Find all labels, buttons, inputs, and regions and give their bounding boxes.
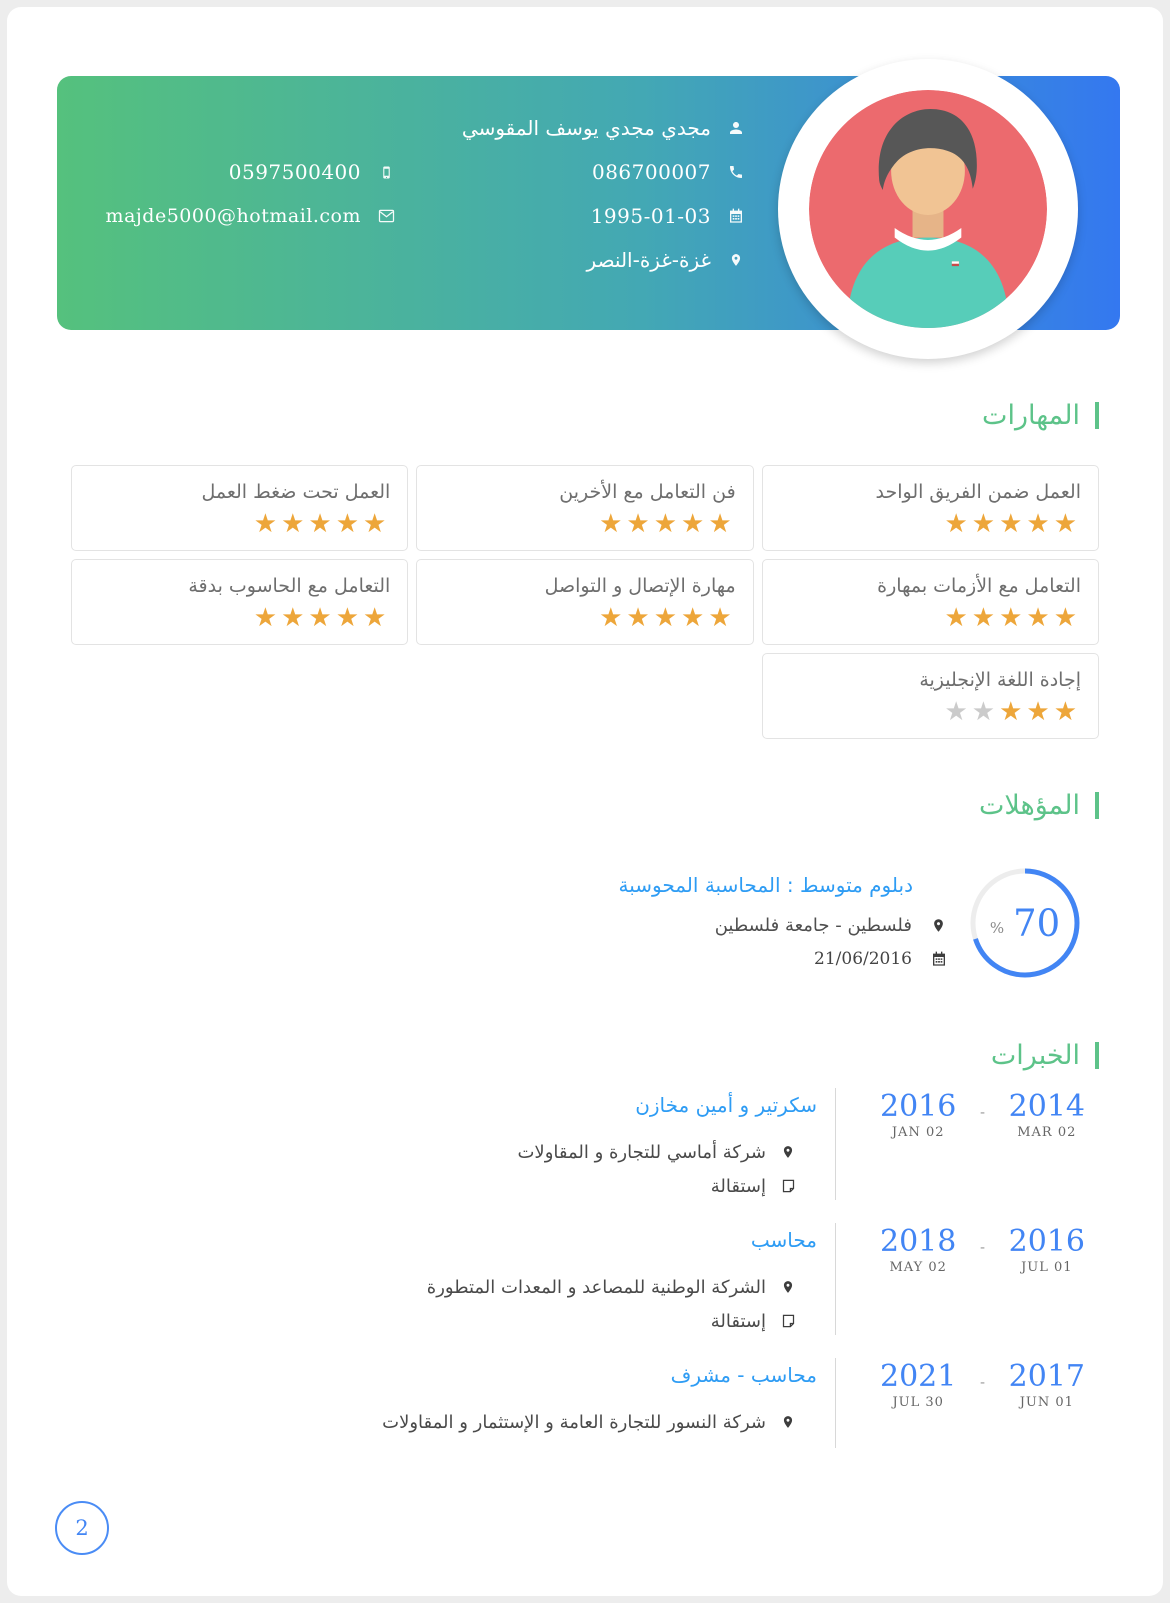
star-filled-icon: ★ [999,697,1027,727]
skill-rating [780,695,1081,729]
star-filled-icon: ★ [971,509,1000,539]
end-month-day: JUL 30 [892,1395,944,1410]
end-year: 2016 [880,1089,957,1124]
grade-number: 70 [1013,901,1061,945]
grade-progress-circle [970,868,1080,978]
leave-reason-row [517,1169,817,1203]
avatar-illustration [809,90,1047,328]
person-name: مجدي مجدي يوسف المقوسي [461,116,711,140]
skill-card [416,559,753,645]
cv-page [7,7,1163,1596]
star-filled-icon: ★ [1053,697,1081,727]
email-address: majde5000@hotmail.com [105,205,361,227]
grade-value [970,868,1080,978]
experience-dates [880,1361,1085,1410]
star-filled-icon: ★ [281,603,309,633]
timeline-divider [835,1223,836,1335]
institution-row [618,909,947,942]
skills-grid [71,465,1099,739]
skill-rating [89,507,390,541]
note-icon [780,1178,796,1194]
mail-icon [377,207,395,225]
start-year: 2016 [1008,1224,1085,1259]
job-title: محاسب - مشرف [670,1363,817,1387]
skill-label: إجادة اللغة الإنجليزية [919,669,1081,691]
skill-rating [780,507,1081,541]
star-filled-icon: ★ [944,603,972,633]
leave-reason: إستقالة [710,1175,766,1197]
star-filled-icon: ★ [708,603,736,633]
skill-label: التعامل مع الأزمات بمهارة [877,575,1081,597]
star-filled-icon: ★ [681,509,709,539]
skill-card [71,559,408,645]
name-row [462,106,745,150]
company-row [382,1405,817,1439]
end-year: 2018 [880,1224,957,1259]
end-month-day: MAY 02 [889,1260,947,1275]
qualifications-title-text: المؤهلات [978,790,1080,821]
institution-name: فلسطين - جامعة فلسطين [714,915,912,936]
star-filled-icon: ★ [1026,509,1054,539]
star-filled-icon: ★ [335,603,364,633]
header-contact-column-left [106,150,395,238]
skill-card [762,559,1099,645]
star-empty-icon: ★ [971,697,1000,727]
skill-card [416,465,753,551]
star-filled-icon: ★ [1053,603,1081,633]
experience-entry [427,1228,817,1338]
skill-rating [780,601,1081,635]
job-title: سكرتير و أمين مخازن [635,1093,817,1117]
location-pin-icon [727,251,745,269]
date-range-separator: - [979,1240,986,1256]
star-filled-icon: ★ [363,509,391,539]
skills-title-text: المهارات [982,400,1080,431]
leave-reason: إستقالة [710,1310,766,1332]
degree-title: دبلوم متوسط : المحاسبة المحوسبة [618,873,913,897]
experience-entry [382,1363,817,1439]
skill-label: التعامل مع الحاسوب بدقة [188,575,391,597]
qualification-entry [618,873,947,975]
company-name: شركة أماسي للتجارة و المقاولات [517,1141,766,1163]
profile-photo-frame [778,59,1078,359]
end-month-day: JAN 02 [891,1125,945,1140]
start-month-day: JUN 01 [1019,1395,1074,1410]
page-number: 2 [75,1516,89,1540]
section-title-bar [1095,792,1099,819]
star-filled-icon: ★ [681,603,709,633]
start-date [1009,1091,1085,1140]
start-month-day: MAR 02 [1017,1125,1077,1140]
page-number-badge [55,1501,109,1555]
timeline-divider [835,1088,836,1200]
header-contact-column-right [462,106,745,282]
date-range-separator: - [979,1375,986,1391]
star-filled-icon: ★ [708,509,736,539]
section-title-bar [1095,1042,1099,1069]
star-filled-icon: ★ [971,603,1000,633]
company-row [517,1135,817,1169]
note-icon [780,1313,796,1329]
company-row [427,1270,817,1304]
star-filled-icon: ★ [1053,509,1081,539]
address: غزة-غزة-النصر [586,248,711,272]
phone-number: 086700007 [591,160,711,184]
experience-entry [517,1093,817,1203]
star-filled-icon: ★ [253,603,282,633]
end-year: 2021 [880,1359,957,1394]
date-range-separator: - [979,1105,986,1121]
skill-card [71,465,408,551]
star-filled-icon: ★ [308,509,336,539]
start-year: 2017 [1008,1359,1085,1394]
location-pin-icon [930,917,947,934]
skills-section-title [982,400,1099,431]
location-pin-icon [780,1144,796,1160]
leave-reason-row [427,1304,817,1338]
phone-icon [727,163,745,181]
timeline-divider [835,1358,836,1448]
header-card [57,76,1120,330]
star-filled-icon: ★ [626,509,654,539]
experience-dates [880,1226,1085,1275]
star-filled-icon: ★ [999,509,1027,539]
skill-rating [434,507,735,541]
end-date [880,1226,956,1275]
skill-card [762,465,1099,551]
mobile-row [106,150,395,194]
end-date [880,1361,956,1410]
star-filled-icon: ★ [1026,697,1054,727]
mobile-number: 0597500400 [228,160,361,184]
location-pin-icon [780,1414,796,1430]
star-filled-icon: ★ [335,509,364,539]
experience-section-title [991,1040,1099,1071]
company-name: الشركة الوطنية للمصاعد و المعدات المتطورة [426,1276,766,1298]
star-filled-icon: ★ [599,603,627,633]
star-empty-icon: ★ [944,697,972,727]
company-name: شركة النسور للتجارة العامة و الإستثمار و المقاولات [382,1411,766,1433]
star-filled-icon: ★ [281,509,309,539]
birthdate-row [462,194,745,238]
skill-label: فن التعامل مع الأخرين [559,481,736,503]
star-filled-icon: ★ [253,509,282,539]
star-filled-icon: ★ [999,603,1027,633]
star-filled-icon: ★ [1026,603,1054,633]
calendar-icon [727,207,745,225]
experience-title-text: الخبرات [990,1040,1080,1071]
phone-row [462,150,745,194]
qualifications-section-title [979,790,1099,821]
section-title-bar [1095,402,1099,429]
address-row [462,238,745,282]
start-year: 2014 [1008,1089,1085,1124]
calendar-icon [930,950,947,967]
star-filled-icon: ★ [599,509,627,539]
star-filled-icon: ★ [308,603,336,633]
experience-dates [880,1091,1085,1140]
graduation-date: 21/06/2016 [814,948,912,969]
skill-label: العمل تحت ضغط العمل [201,481,391,503]
star-filled-icon: ★ [626,603,654,633]
skill-label: العمل ضمن الفريق الواحد [875,481,1081,503]
start-date [1009,1226,1085,1275]
graduation-date-row [618,942,947,975]
mobile-phone-icon [377,163,395,181]
star-filled-icon: ★ [944,509,972,539]
skill-rating [89,601,390,635]
percent-sign: % [989,919,1005,937]
birth-date: 1995-01-03 [590,204,711,228]
email-row [106,194,395,238]
skill-label: مهارة الإتصال و التواصل [544,575,736,597]
star-filled-icon: ★ [653,509,682,539]
location-pin-icon [780,1279,796,1295]
profile-photo [809,90,1047,328]
job-title: محاسب [750,1228,817,1252]
star-filled-icon: ★ [363,603,391,633]
start-date [1009,1361,1085,1410]
star-filled-icon: ★ [653,603,682,633]
start-month-day: JUL 01 [1021,1260,1073,1275]
skill-card [762,653,1099,739]
end-date [880,1091,956,1140]
skill-rating [434,601,735,635]
user-icon [727,119,745,137]
